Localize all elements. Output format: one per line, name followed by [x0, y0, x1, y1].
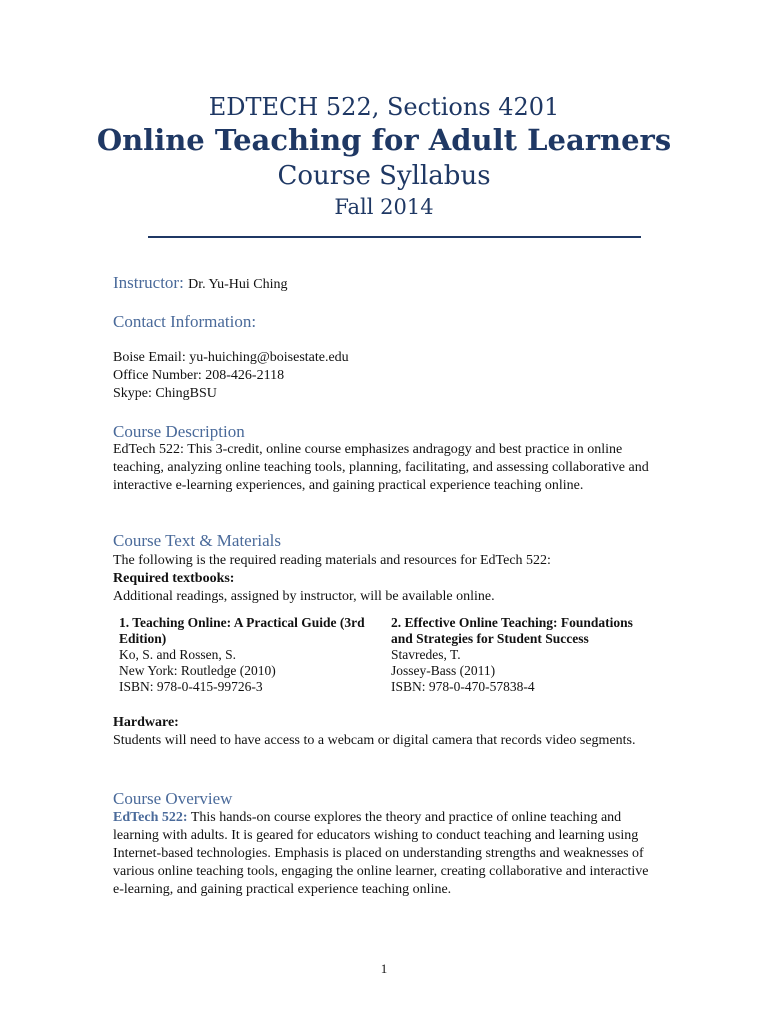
- overview-body: This hands-on course explores the theory and practice of online teaching and learning with adults. It is geared for educators wishing to conduct teaching and learning using Internet-based technologies. Emphasis is placed on understanding strengths and weaknesses of various online teaching tools, engaging the online learner, creating collaborative and interactive e-learning, and gaining practical experience teaching online.: [113, 810, 649, 897]
- page-number: 1: [380, 961, 388, 976]
- textbook-isbn: ISBN: 978-0-415-99726-3: [119, 679, 263, 694]
- contact-email: Boise Email: yu-huiching@boisestate.edu: [113, 350, 349, 365]
- contact-skype: Skype: ChingBSU: [113, 386, 217, 401]
- textbook-isbn: ISBN: 978-0-470-57838-4: [391, 679, 535, 694]
- description-heading: Course Description: [113, 422, 245, 441]
- course-title: Online Teaching for Adult Learners: [96, 123, 672, 157]
- textbook-publisher: Jossey-Bass (2011): [391, 663, 496, 678]
- textbook-title: 1. Teaching Online: A Practical Guide (3rd Edition): [119, 615, 365, 646]
- hardware-text: Students will need to have access to a webcam or digital camera that records video segments.: [113, 733, 636, 748]
- hardware-label: Hardware:: [113, 715, 179, 730]
- overview-heading: Course Overview: [113, 789, 233, 808]
- term: Fall 2014: [334, 195, 434, 219]
- hardware-block: [113, 714, 658, 750]
- materials-additional: Additional readings, assigned by instructor, will be available online.: [113, 589, 495, 604]
- instructor-name: Dr. Yu-Hui Ching: [188, 277, 288, 292]
- materials-heading: Course Text & Materials: [113, 531, 281, 550]
- textbook-2: [391, 615, 653, 695]
- required-textbooks-label: Required textbooks:: [113, 571, 235, 586]
- instructor-line: [113, 273, 288, 293]
- overview-text: [113, 809, 658, 899]
- instructor-label: Instructor:: [113, 273, 184, 292]
- contact-details: [113, 349, 658, 403]
- textbook-1: [119, 615, 389, 695]
- textbook-title: 2. Effective Online Teaching: Foundations and Strategies for Student Success: [391, 615, 633, 646]
- materials-intro: The following is the required reading materials and resources for EdTech 522:: [113, 553, 551, 568]
- textbook-publisher: New York: Routledge (2010): [119, 663, 276, 678]
- document-type: Course Syllabus: [277, 161, 491, 191]
- overview-lead: EdTech 522:: [113, 810, 188, 825]
- textbook-author: Stavredes, T.: [391, 647, 461, 662]
- contact-heading: Contact Information:: [113, 312, 257, 331]
- textbook-author: Ko, S. and Rossen, S.: [119, 647, 237, 662]
- title-divider: [148, 236, 641, 238]
- contact-office: Office Number: 208-426-2118: [113, 368, 285, 383]
- materials-block: [113, 552, 658, 606]
- course-code: EDTECH 522, Sections 4201: [208, 93, 560, 121]
- description-text: EdTech 522: This 3-credit, online course emphasizes andragogy and best practice in online teaching, analyzing online teaching tools, planning, facilitating, and assessing collaborative and interactive e-learning experiences, and gaining practical experience teaching online.: [113, 442, 649, 493]
